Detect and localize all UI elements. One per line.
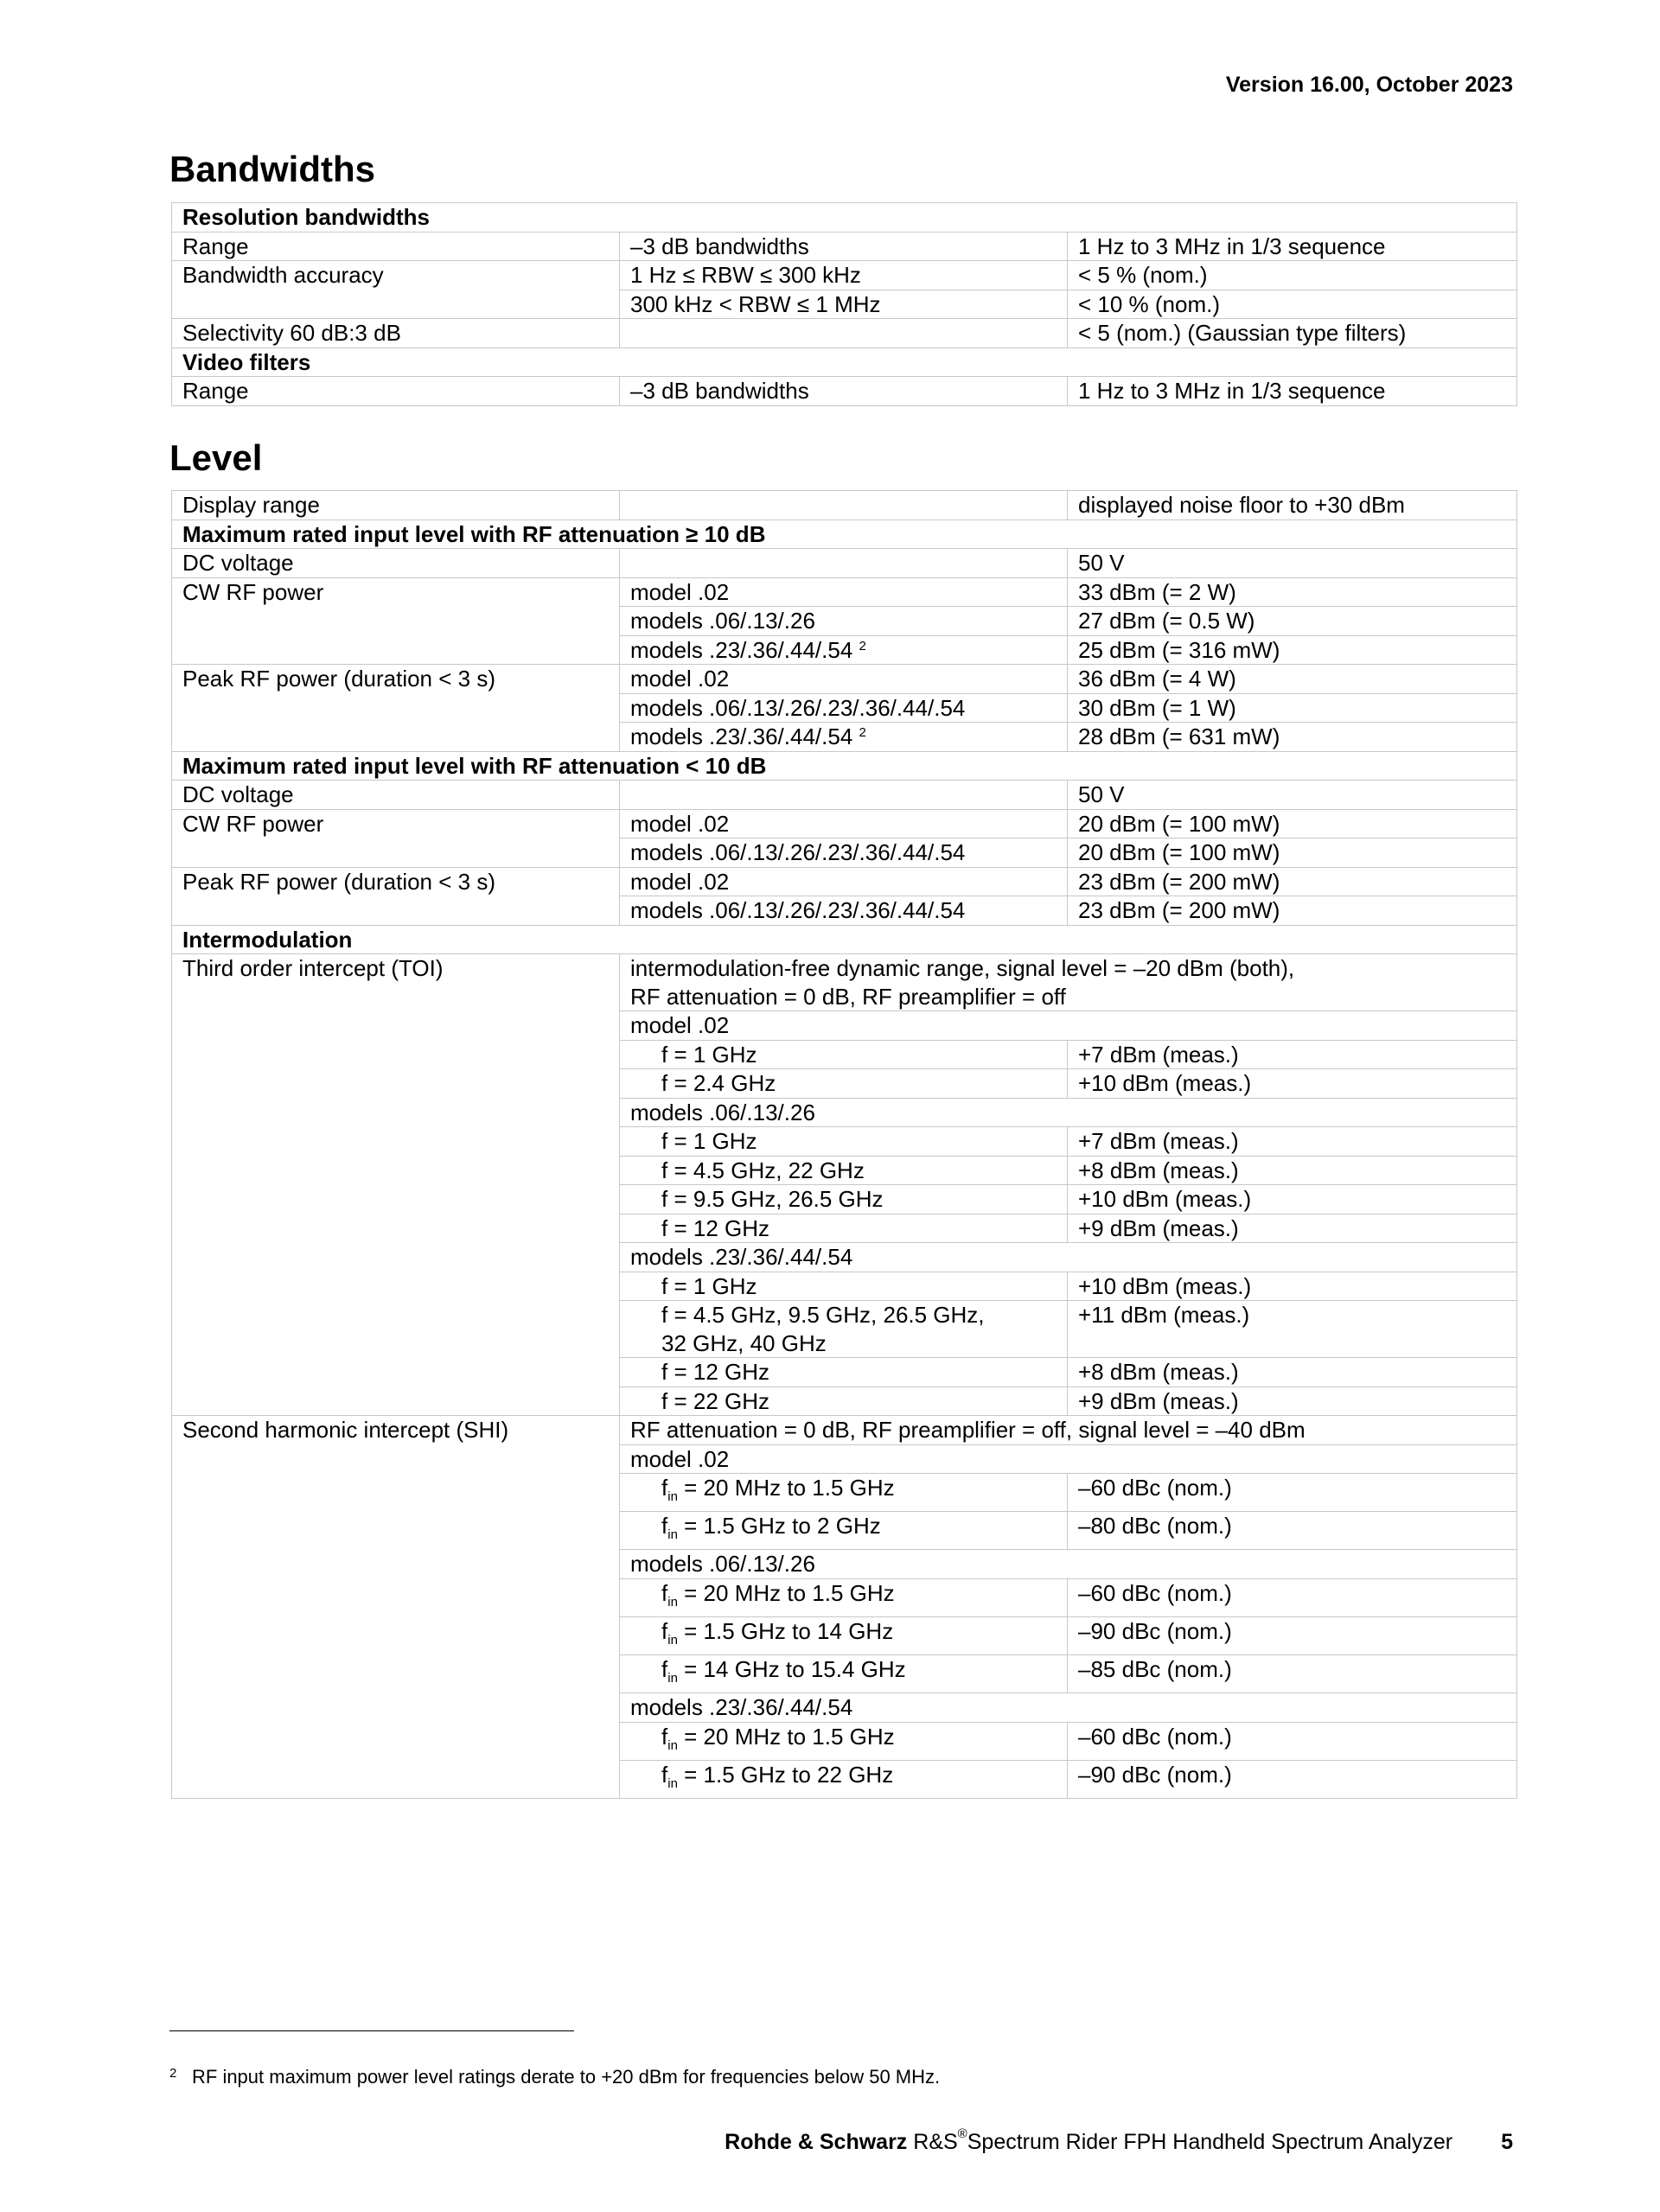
frequency-range: = 20 MHz to 1.5 GHz [677,1723,895,1750]
value-cell: 33 dBm (= 2 W) [1068,577,1517,607]
value-cell: –60 dBc (nom.) [1068,1578,1517,1616]
empty-cell [620,781,1068,810]
value-cell: 28 dBm (= 631 mW) [1068,723,1517,752]
empty-cell [620,319,1068,348]
frequency-cell: f = 1 GHz [620,1040,1068,1069]
table-row [172,693,1517,723]
model-subheader: model .02 [620,1444,1517,1474]
frequency-cell: f = 2.4 GHz [620,1069,1068,1099]
param-label: Second harmonic intercept (SHI) [172,1416,620,1445]
value-cell: 50 V [1068,781,1517,810]
condition-cell: model .02 [620,577,1068,607]
table-row [172,1243,1517,1272]
empty-cell [172,1185,620,1214]
condition-cell: –3 dB bandwidths [620,377,1068,406]
value-cell: 25 dBm (= 316 mW) [1068,635,1517,665]
condition-cell: models .06/.13/.26/.23/.36/.44/.54 [620,896,1068,926]
empty-cell [172,1512,620,1550]
table-row [172,1722,1517,1760]
value-cell: +9 dBm (meas.) [1068,1214,1517,1243]
value-cell: +10 dBm (meas.) [1068,1185,1517,1214]
empty-cell [172,1578,620,1616]
f-subscript: in [667,1527,678,1543]
value-cell: displayed noise floor to +30 dBm [1068,491,1517,520]
param-label: Peak RF power (duration < 3 s) [172,665,620,694]
document-version: Version 16.00, October 2023 [1225,73,1513,97]
param-label: CW RF power [172,809,620,838]
param-label: Range [172,232,620,261]
table-row [172,232,1517,261]
condition-cell: 300 kHz < RBW ≤ 1 MHz [620,290,1068,319]
value-cell: +8 dBm (meas.) [1068,1156,1517,1185]
empty-cell [172,1386,620,1416]
frequency-cell [620,1512,1068,1550]
table-row [172,1272,1517,1301]
param-label: DC voltage [172,549,620,578]
value-cell: –60 dBc (nom.) [1068,1474,1517,1512]
page-footer [725,2126,1513,2155]
frequency-range: = 1.5 GHz to 14 GHz [677,1618,894,1645]
model-subheader: model .02 [620,1011,1517,1041]
table-row [172,261,1517,290]
f-subscript: in [667,1595,678,1610]
value-cell: –60 dBc (nom.) [1068,1722,1517,1760]
f-subscript: in [667,1671,678,1686]
footnote-divider [169,2030,574,2031]
condition-cell: 1 Hz ≤ RBW ≤ 300 kHz [620,261,1068,290]
level-table [171,490,1517,1799]
empty-cell [172,838,620,868]
value-cell: 36 dBm (= 4 W) [1068,665,1517,694]
frequency-cell: f = 12 GHz [620,1214,1068,1243]
f-symbol: f [661,1475,668,1501]
group-header: Maximum rated input level with RF attenuation < 10 dB [172,751,1517,781]
footnote-ref: 2 [859,638,866,653]
table-row [172,1655,1517,1693]
f-symbol: f [661,1579,668,1606]
value-cell: +7 dBm (meas.) [1068,1127,1517,1157]
table-row [172,781,1517,810]
condition-text: models .23/.36/.44/.54 [630,724,853,749]
condition-cell: model .02 [620,809,1068,838]
frequency-cell: f = 1 GHz [620,1272,1068,1301]
model-subheader: models .06/.13/.26 [620,1550,1517,1579]
table-row [172,1512,1517,1550]
empty-cell [172,1301,620,1329]
param-label: Selectivity 60 dB:3 dB [172,319,620,348]
f-subscript: in [667,1738,678,1754]
param-label: Bandwidth accuracy [172,261,620,290]
table-row [172,1416,1517,1445]
condition-cell: models .06/.13/.26 [620,607,1068,636]
registered-mark: ® [957,2126,967,2141]
condition-cell: –3 dB bandwidths [620,232,1068,261]
group-header: Intermodulation [172,925,1517,954]
section-title-level: Level [169,437,263,478]
condition-cell: RF attenuation = 0 dB, RF preamplifier = off [620,983,1517,1011]
frequency-cell [620,1474,1068,1512]
frequency-cell: f = 4.5 GHz, 22 GHz [620,1156,1068,1185]
table-row [172,1761,1517,1799]
empty-cell [172,723,620,752]
table-row [172,290,1517,319]
empty-cell [172,1098,620,1127]
param-label: DC voltage [172,781,620,810]
frequency-cell [620,1617,1068,1655]
condition-cell: models .06/.13/.26/.23/.36/.44/.54 [620,693,1068,723]
table-row [172,1156,1517,1185]
table-row [172,203,1517,233]
value-cell: < 5 % (nom.) [1068,261,1517,290]
model-subheader: models .06/.13/.26 [620,1098,1517,1127]
condition-cell: models .06/.13/.26/.23/.36/.44/.54 [620,838,1068,868]
f-subscript: in [667,1776,678,1792]
empty-cell [172,1761,620,1799]
value-cell: 1 Hz to 3 MHz in 1/3 sequence [1068,232,1517,261]
empty-cell [172,1243,620,1272]
f-symbol: f [661,1723,668,1750]
empty-cell [172,1722,620,1760]
model-subheader: models .23/.36/.44/.54 [620,1243,1517,1272]
table-row [172,1098,1517,1127]
table-row [172,723,1517,752]
table-row [172,1329,1517,1358]
empty-cell [1068,1329,1517,1358]
table-row [172,809,1517,838]
condition-cell [620,723,1068,752]
empty-cell [172,1617,620,1655]
frequency-cell: 32 GHz, 40 GHz [620,1329,1068,1358]
table-row [172,1693,1517,1723]
condition-cell: intermodulation-free dynamic range, signal level = –20 dBm (both), [620,954,1517,983]
empty-cell [172,1272,620,1301]
value-cell: 20 dBm (= 100 mW) [1068,809,1517,838]
table-row [172,520,1517,549]
frequency-cell [620,1655,1068,1693]
page-number: 5 [1501,2130,1513,2154]
empty-cell [172,635,620,665]
table-row [172,1011,1517,1041]
table-row [172,751,1517,781]
frequency-range: = 14 GHz to 15.4 GHz [677,1656,906,1683]
product-prefix: R&S [907,2130,958,2154]
value-cell: +10 dBm (meas.) [1068,1069,1517,1099]
value-cell: < 5 (nom.) (Gaussian type filters) [1068,319,1517,348]
empty-cell [172,290,620,319]
table-row [172,607,1517,636]
param-label: CW RF power [172,577,620,607]
table-row [172,1185,1517,1214]
frequency-range: = 1.5 GHz to 2 GHz [677,1513,881,1539]
frequency-range: = 1.5 GHz to 22 GHz [677,1762,894,1788]
value-cell: –90 dBc (nom.) [1068,1761,1517,1799]
f-symbol: f [661,1513,668,1539]
table-row [172,1358,1517,1387]
frequency-range: = 20 MHz to 1.5 GHz [677,1475,895,1501]
empty-cell [172,1358,620,1387]
value-cell: < 10 % (nom.) [1068,290,1517,319]
value-cell: +7 dBm (meas.) [1068,1040,1517,1069]
value-cell: 23 dBm (= 200 mW) [1068,867,1517,896]
table-row [172,549,1517,578]
frequency-cell: f = 9.5 GHz, 26.5 GHz [620,1185,1068,1214]
footnote-ref: 2 [859,725,866,740]
value-cell: 23 dBm (= 200 mW) [1068,896,1517,926]
param-label: Range [172,377,620,406]
empty-cell [172,1069,620,1099]
table-row [172,377,1517,406]
table-row [172,896,1517,926]
condition-cell: model .02 [620,665,1068,694]
empty-cell [620,549,1068,578]
table-row [172,1578,1517,1616]
empty-cell [620,491,1068,520]
frequency-cell: f = 12 GHz [620,1358,1068,1387]
empty-cell [172,1214,620,1243]
table-row [172,491,1517,520]
value-cell: –85 dBc (nom.) [1068,1655,1517,1693]
table-row [172,1617,1517,1655]
section-title-bandwidths: Bandwidths [169,149,375,189]
table-row [172,983,1517,1011]
group-header: Video filters [172,347,1517,377]
frequency-cell: f = 4.5 GHz, 9.5 GHz, 26.5 GHz, [620,1301,1068,1329]
empty-cell [172,1474,620,1512]
condition-cell [620,635,1068,665]
table-row [172,1301,1517,1329]
param-label: Third order intercept (TOI) [172,954,620,983]
empty-cell [172,1693,620,1723]
table-row [172,665,1517,694]
footnote-number: 2 [169,2066,177,2081]
value-cell: +10 dBm (meas.) [1068,1272,1517,1301]
empty-cell [172,1444,620,1474]
table-row [172,1069,1517,1099]
frequency-cell [620,1578,1068,1616]
empty-cell [172,983,620,1011]
table-row [172,1040,1517,1069]
group-header: Resolution bandwidths [172,203,1517,233]
value-cell: 1 Hz to 3 MHz in 1/3 sequence [1068,377,1517,406]
value-cell: 30 dBm (= 1 W) [1068,693,1517,723]
f-subscript: in [667,1489,678,1505]
frequency-cell [620,1761,1068,1799]
param-label: Display range [172,491,620,520]
value-cell: 50 V [1068,549,1517,578]
value-cell: +8 dBm (meas.) [1068,1358,1517,1387]
f-subscript: in [667,1633,678,1648]
table-row [172,1386,1517,1416]
value-cell: +9 dBm (meas.) [1068,1386,1517,1416]
value-cell: 27 dBm (= 0.5 W) [1068,607,1517,636]
table-row [172,347,1517,377]
footnote [169,2066,940,2088]
empty-cell [172,1550,620,1579]
empty-cell [172,896,620,926]
frequency-cell [620,1722,1068,1760]
f-symbol: f [661,1762,668,1788]
frequency-cell: f = 22 GHz [620,1386,1068,1416]
company-name: Rohde & Schwarz [725,2130,908,2154]
table-row [172,867,1517,896]
value-cell: –90 dBc (nom.) [1068,1617,1517,1655]
footnote-text: RF input maximum power level ratings derate to +20 dBm for frequencies below 50 MHz. [192,2066,941,2088]
table-row [172,838,1517,868]
empty-cell [172,693,620,723]
product-name: Spectrum Rider FPH Handheld Spectrum Analyzer [967,2130,1453,2154]
f-symbol: f [661,1618,668,1645]
frequency-cell: f = 1 GHz [620,1127,1068,1157]
condition-cell: model .02 [620,867,1068,896]
table-row [172,1474,1517,1512]
f-symbol: f [661,1656,668,1683]
frequency-range: = 20 MHz to 1.5 GHz [677,1579,895,1606]
empty-cell [172,607,620,636]
table-row [172,954,1517,983]
group-header: Maximum rated input level with RF attenuation ≥ 10 dB [172,520,1517,549]
table-row [172,1550,1517,1579]
table-row [172,1444,1517,1474]
table-row [172,925,1517,954]
empty-cell [172,1156,620,1185]
table-row [172,635,1517,665]
table-row [172,1214,1517,1243]
param-label: Peak RF power (duration < 3 s) [172,867,620,896]
value-cell: +11 dBm (meas.) [1068,1301,1517,1329]
table-row [172,577,1517,607]
empty-cell [172,1329,620,1358]
condition-cell: RF attenuation = 0 dB, RF preamplifier = off, signal level = –40 dBm [620,1416,1517,1445]
table-row [172,319,1517,348]
condition-text: models .23/.36/.44/.54 [630,636,853,663]
empty-cell [172,1040,620,1069]
value-cell: –80 dBc (nom.) [1068,1512,1517,1550]
empty-cell [172,1011,620,1041]
value-cell: 20 dBm (= 100 mW) [1068,838,1517,868]
model-subheader: models .23/.36/.44/.54 [620,1693,1517,1723]
empty-cell [172,1655,620,1693]
bandwidths-table [171,202,1517,406]
empty-cell [172,1127,620,1157]
table-row [172,1127,1517,1157]
